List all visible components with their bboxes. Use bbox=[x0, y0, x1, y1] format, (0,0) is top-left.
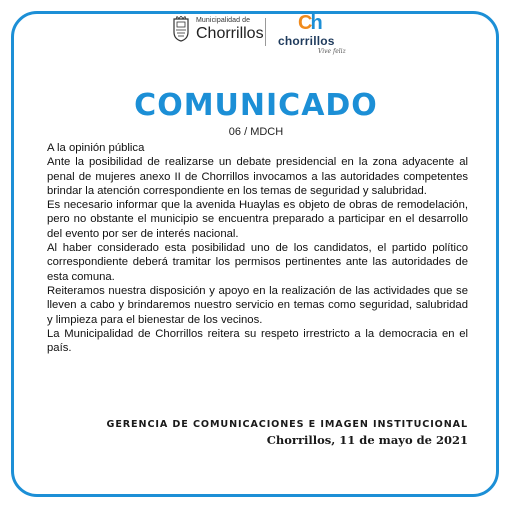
paragraph: Ante la posibilidad de realizarse un debate presidencial en la zona adyacente al penal de mujeres anexo II de Chorrillos invocamos a las autoridades competentes brindar la atención correspondiente en los temas de seguridad y salubridad. bbox=[47, 156, 468, 197]
signature-department: GERENCIA DE COMUNICACIONES E IMAGEN INSTITUCIONAL bbox=[106, 419, 468, 430]
brand-tagline: Vive feliz bbox=[318, 48, 346, 55]
logo-name: Chorrillos bbox=[196, 24, 264, 42]
place-date: Chorrillos, 11 de mayo de 2021 bbox=[266, 433, 468, 447]
brand-logo bbox=[274, 12, 360, 55]
municipality-logo bbox=[172, 16, 264, 42]
document-body bbox=[47, 141, 468, 355]
ch-mark-icon: Ch bbox=[298, 12, 321, 34]
paragraph: Reiteramos nuestra disposición y apoyo en la realización de las actividades que se lleven a cabo y brindaremos nuestro servicio en temas como seguridad, salubridad y limpieza para el bienestar de los vecinos. bbox=[47, 284, 468, 326]
paragraph: Es necesario informar que la avenida Huaylas es objeto de obras de remodelación, pero no obstante el municipio se encuentra preparado a participar en el desarrollo del evento por ser de interés nacional. bbox=[47, 199, 468, 240]
paragraph: La Municipalidad de Chorrillos reitera su respeto irrestricto a la democracia en el país. bbox=[47, 327, 468, 355]
paragraph: Al haber considerado esta posibilidad uno de los candidatos, el partido político correspondiente deberá tramitar los permisos pertinentes ante las autoridades de esta comuna. bbox=[47, 242, 468, 283]
document-number: 06 / MDCH bbox=[228, 126, 284, 138]
document-title: COMUNICADO bbox=[134, 88, 378, 123]
logo-divider bbox=[265, 18, 266, 46]
logo-subtitle: Municipalidad de bbox=[196, 16, 251, 24]
brand-name: chorrillos bbox=[278, 34, 335, 48]
municipal-crest-icon bbox=[172, 16, 190, 42]
salutation: A la opinión pública bbox=[47, 142, 145, 154]
